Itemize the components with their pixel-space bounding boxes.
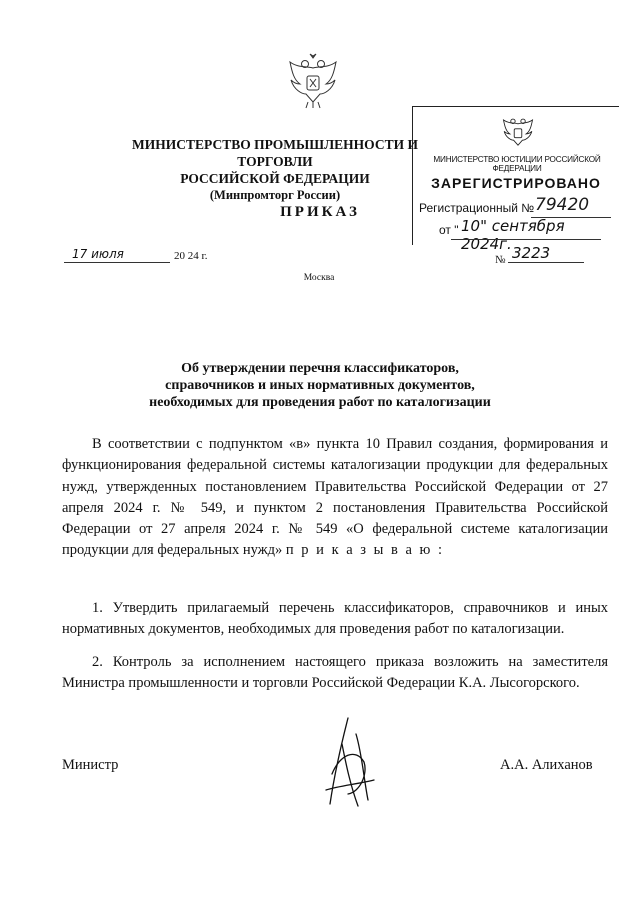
stamp-status: ЗАРЕГИСТРИРОВАНО [431, 175, 601, 191]
paragraph-preamble [62, 434, 608, 562]
stamp-date-value: 10" сентября 2024г. [461, 217, 565, 253]
order-word: п р и к а з ы в а ю : [285, 542, 445, 559]
order-date: 17 июля [72, 247, 124, 261]
title-line2: справочников и иных нормативных документов, [165, 378, 475, 393]
stamp-number-label: Регистрационный № [419, 201, 535, 215]
preamble-text: В соответствии с подпунктом «в» пункта 10 Правил создания, формирования и функционирования федеральной системы каталогизации продукции для федеральных нужд, утвержденных постановлением Правительства Российской Федерации от 27 апреля 2024 г. № 549, и пунктом 2 постановления Правительства Российской Федерации от 27 апреля 2024 г. № 549 «О федеральной системе каталогизации продукции для федеральных нужд» [62, 436, 608, 559]
paragraph-item-2: 2. Контроль за исполнением настоящего приказа возложить на заместителя Министра промышленности и торговли Российской Федерации К.А. Лысогорского. [62, 654, 608, 692]
order-number-label: № [495, 254, 506, 266]
document-type: ПРИКАЗ [280, 204, 360, 220]
ministry-short-name: (Минпромторг России) [209, 188, 341, 202]
ministry-name-line1: МИНИСТЕРСТВО ПРОМЫШЛЕННОСТИ И ТОРГОВЛИ [132, 137, 418, 169]
ministry-name-line2: РОССИЙСКОЙ ФЕДЕРАЦИИ [180, 171, 370, 186]
title-line3: необходимых для проведения работ по каталогизации [149, 395, 491, 410]
paragraph-item-1: 1. Утвердить прилагаемый перечень классификаторов, справочников и иных нормативных документов, необходимых для проведения работ по каталогизации. [62, 600, 608, 638]
order-number: 3223 [512, 244, 551, 262]
order-year: 20 24 г. [174, 250, 208, 262]
signatory-name: А.А. Алиханов [500, 757, 593, 773]
stamp-date-label: от " [439, 223, 459, 237]
order-date-underline [64, 262, 170, 263]
city: Москва [303, 273, 335, 283]
stamp-coat-of-arms-icon [501, 113, 535, 151]
order-number-underline [508, 262, 584, 263]
stamp-date-underline [451, 239, 601, 240]
handwritten-signature-icon [318, 714, 378, 814]
stamp-organization: МИНИСТЕРСТВО ЮСТИЦИИ РОССИЙСКОЙ ФЕДЕРАЦИИ [433, 155, 601, 173]
signatory-role: Министр [62, 757, 119, 773]
coat-of-arms-icon [286, 52, 340, 110]
ministry-header [130, 136, 420, 204]
document-title [120, 360, 520, 411]
stamp-number-value: 79420 [535, 195, 590, 215]
title-line1: Об утверждении перечня классификаторов, [181, 361, 459, 376]
